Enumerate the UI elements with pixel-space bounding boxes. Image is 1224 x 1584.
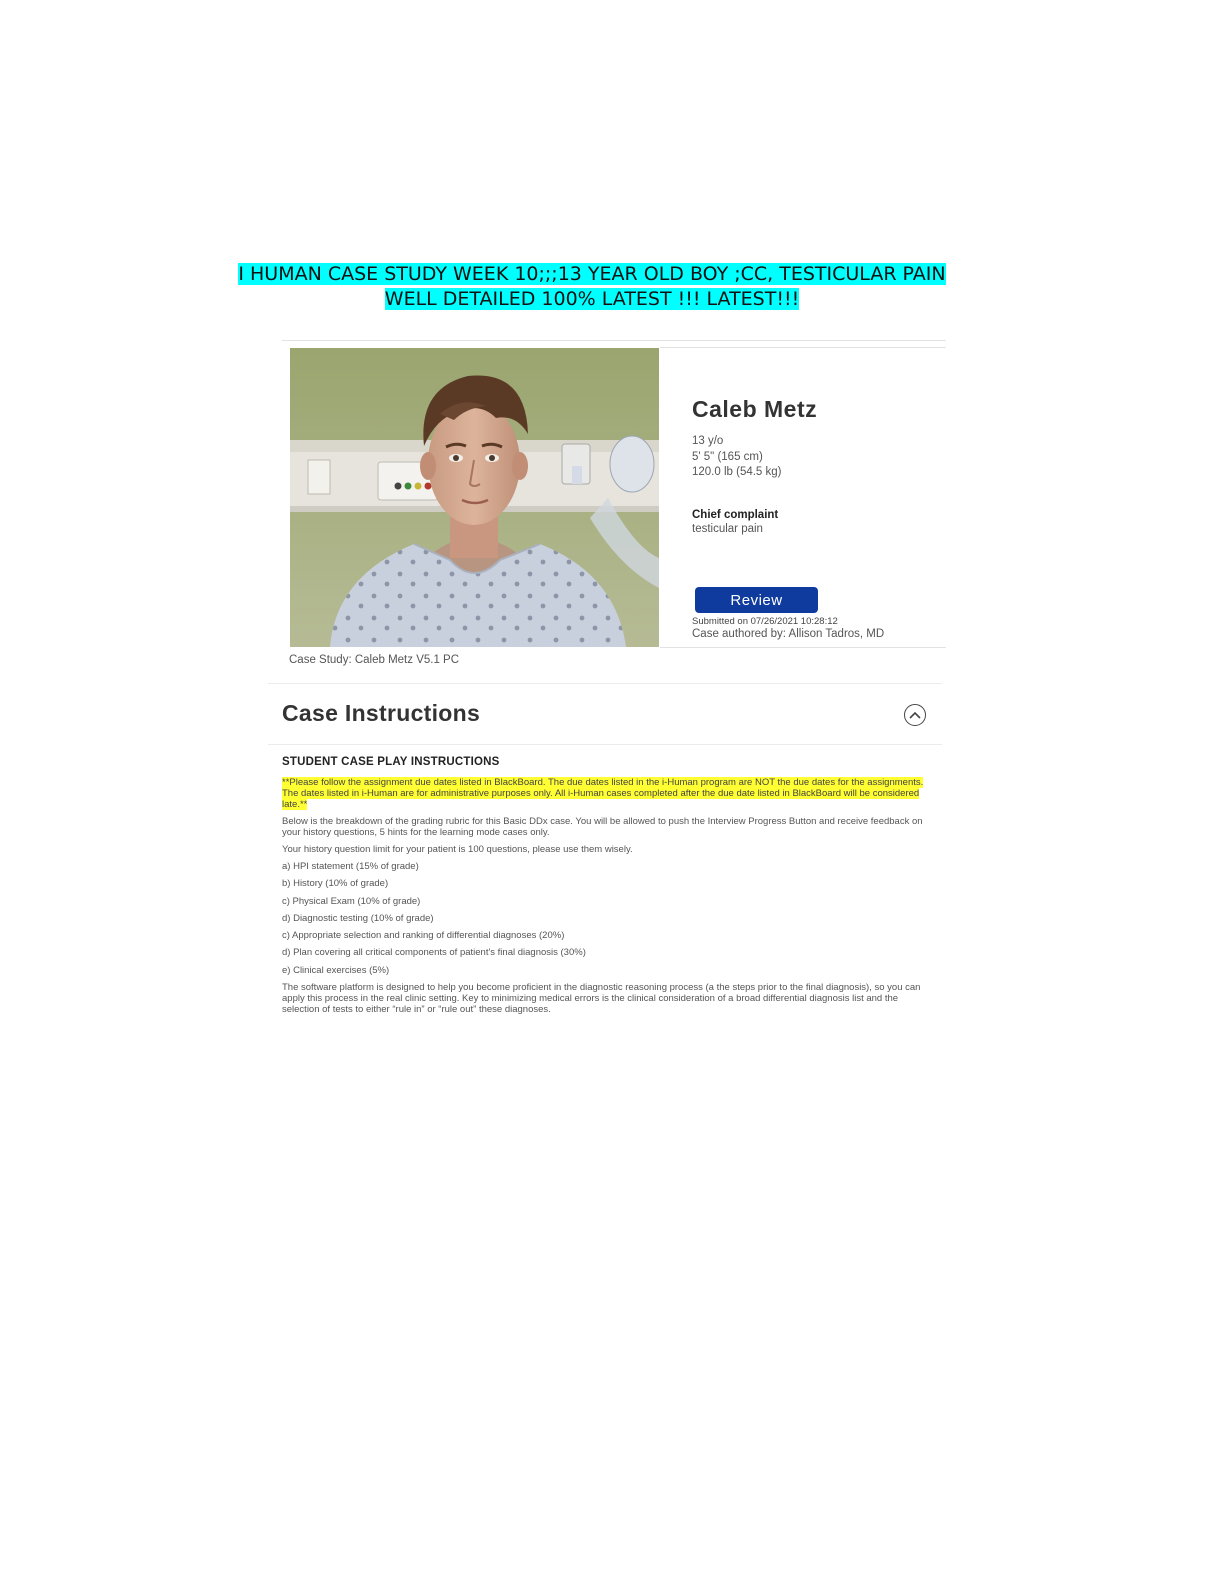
case-instructions-header[interactable] [268,684,942,745]
patient-info [692,396,952,536]
rubric-intro: Below is the breakdown of the grading rubric for this Basic DDx case. You will be allowed to push the Interview Progress Button and receive feedback on your history questions, 5 hints for the learning mode cases only. [282,816,923,838]
rubric-item: e) Clinical exercises (5%) [282,964,390,976]
patient-height: 5' 5" (165 cm) [692,450,763,463]
title-line-2: WELL DETAILED 100% LATEST !!! LATEST!!! [384,288,800,310]
chief-complaint-label: Chief complaint [692,508,779,521]
case-author: Case authored by: Allison Tadros, MD [692,628,885,640]
patient-age: 13 y/o [692,435,724,447]
title-line-1: I HUMAN CASE STUDY WEEK 10;;;13 YEAR OLD BOY ;CC, TESTICULAR PAIN [238,263,946,285]
rubric-item: d) Plan covering all critical components of patient's final diagnosis (30%) [282,947,586,959]
divider [282,340,946,341]
review-button[interactable]: Review [695,587,818,613]
submitted-timestamp: Submitted on 07/26/2021 10:28:12 [692,616,838,627]
due-date-notice [282,777,930,810]
patient-weight: 120.0 lb (54.5 kg) [692,466,782,478]
case-instructions-title: Case Instructions [282,700,481,726]
case-instructions-panel [268,683,942,1016]
chevron-up-circle-icon [909,711,921,719]
patient-name: Caleb Metz [692,396,818,422]
divider [660,647,946,648]
collapse-button[interactable] [904,704,926,726]
rubric-item: b) History (10% of grade) [282,878,389,890]
rubric-item: a) HPI statement (15% of grade) [282,861,419,872]
case-instructions-body [282,756,930,1016]
question-limit: Your history question limit for your patient is 100 questions, please use them wisely. [282,844,633,855]
chief-complaint-value: testicular pain [692,522,763,535]
case-study-label: Case Study: Caleb Metz V5.1 PC [289,654,460,666]
section-heading: STUDENT CASE PLAY INSTRUCTIONS [282,756,500,768]
patient-portrait [290,348,659,647]
platform-description: The software platform is designed to help you become proficient in the diagnostic reasoning process (a the steps prior to the final diagnosis), so you can apply this process in the real clinic setting. Key to minimizing medical errors is the clinical consideration of a broad differential diagnosis list and the selection of tests to either “rule in” or “rule out” these diagnoses. [282,982,921,1016]
document-title [200,262,984,312]
rubric-item: c) Physical Exam (10% of grade) [282,895,421,907]
divider [660,347,946,348]
due-date-notice-text: **Please follow the assignment due dates listed in BlackBoard. The due dates listed in the i-Human program are NOT the due dates for the assignments. The dates listed in i-Human are for administrative purposes only. All i-Human cases completed after the due date listed in BlackBoard will be considered late.** [282,777,924,810]
rubric-item: c) Appropriate selection and ranking of differential diagnoses (20%) [282,930,565,942]
rubric-item: d) Diagnostic testing (10% of grade) [282,912,434,924]
